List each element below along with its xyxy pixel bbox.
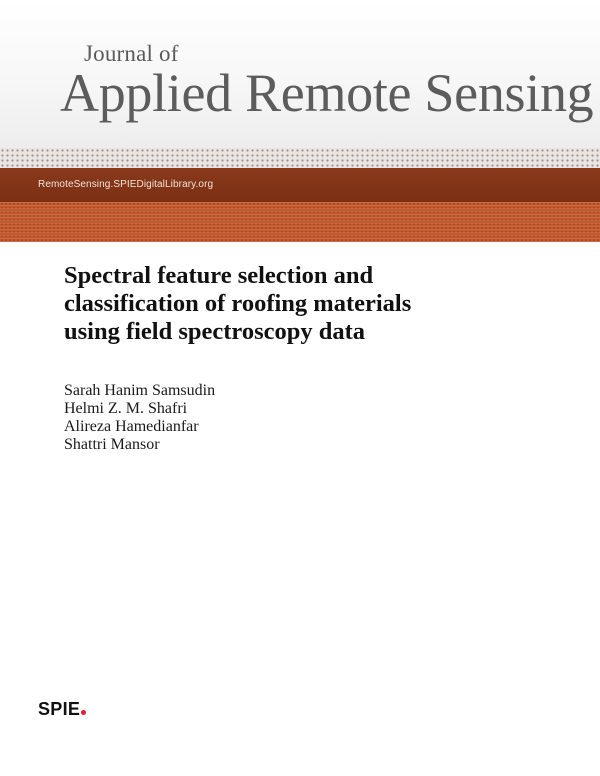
- journal-url[interactable]: RemoteSensing.SPIEDigitalLibrary.org: [38, 179, 214, 190]
- author-name: Helmi Z. M. Shafri: [64, 400, 188, 417]
- author-name: Shattri Mansor: [64, 436, 160, 453]
- spie-logo: [38, 700, 86, 718]
- journal-masthead: [0, 0, 600, 148]
- paper-title: [64, 262, 504, 346]
- journal-prefix: Journal of: [84, 41, 179, 66]
- spie-logo-text: SPIE: [38, 699, 81, 719]
- decorative-dot-band: [0, 148, 600, 168]
- author-name: Sarah Hanim Samsudin: [64, 382, 216, 399]
- decorative-texture-band: [0, 202, 600, 242]
- title-line: using field spectroscopy data: [64, 318, 366, 345]
- spie-logo-dot-icon: [81, 710, 86, 715]
- journal-name: Applied Remote Sensing: [60, 63, 594, 123]
- author-list: [64, 382, 215, 454]
- title-line: classification of roofing materials: [64, 290, 412, 317]
- author-name: Alireza Hamedianfar: [64, 418, 199, 435]
- title-line: Spectral feature selection and: [64, 262, 374, 289]
